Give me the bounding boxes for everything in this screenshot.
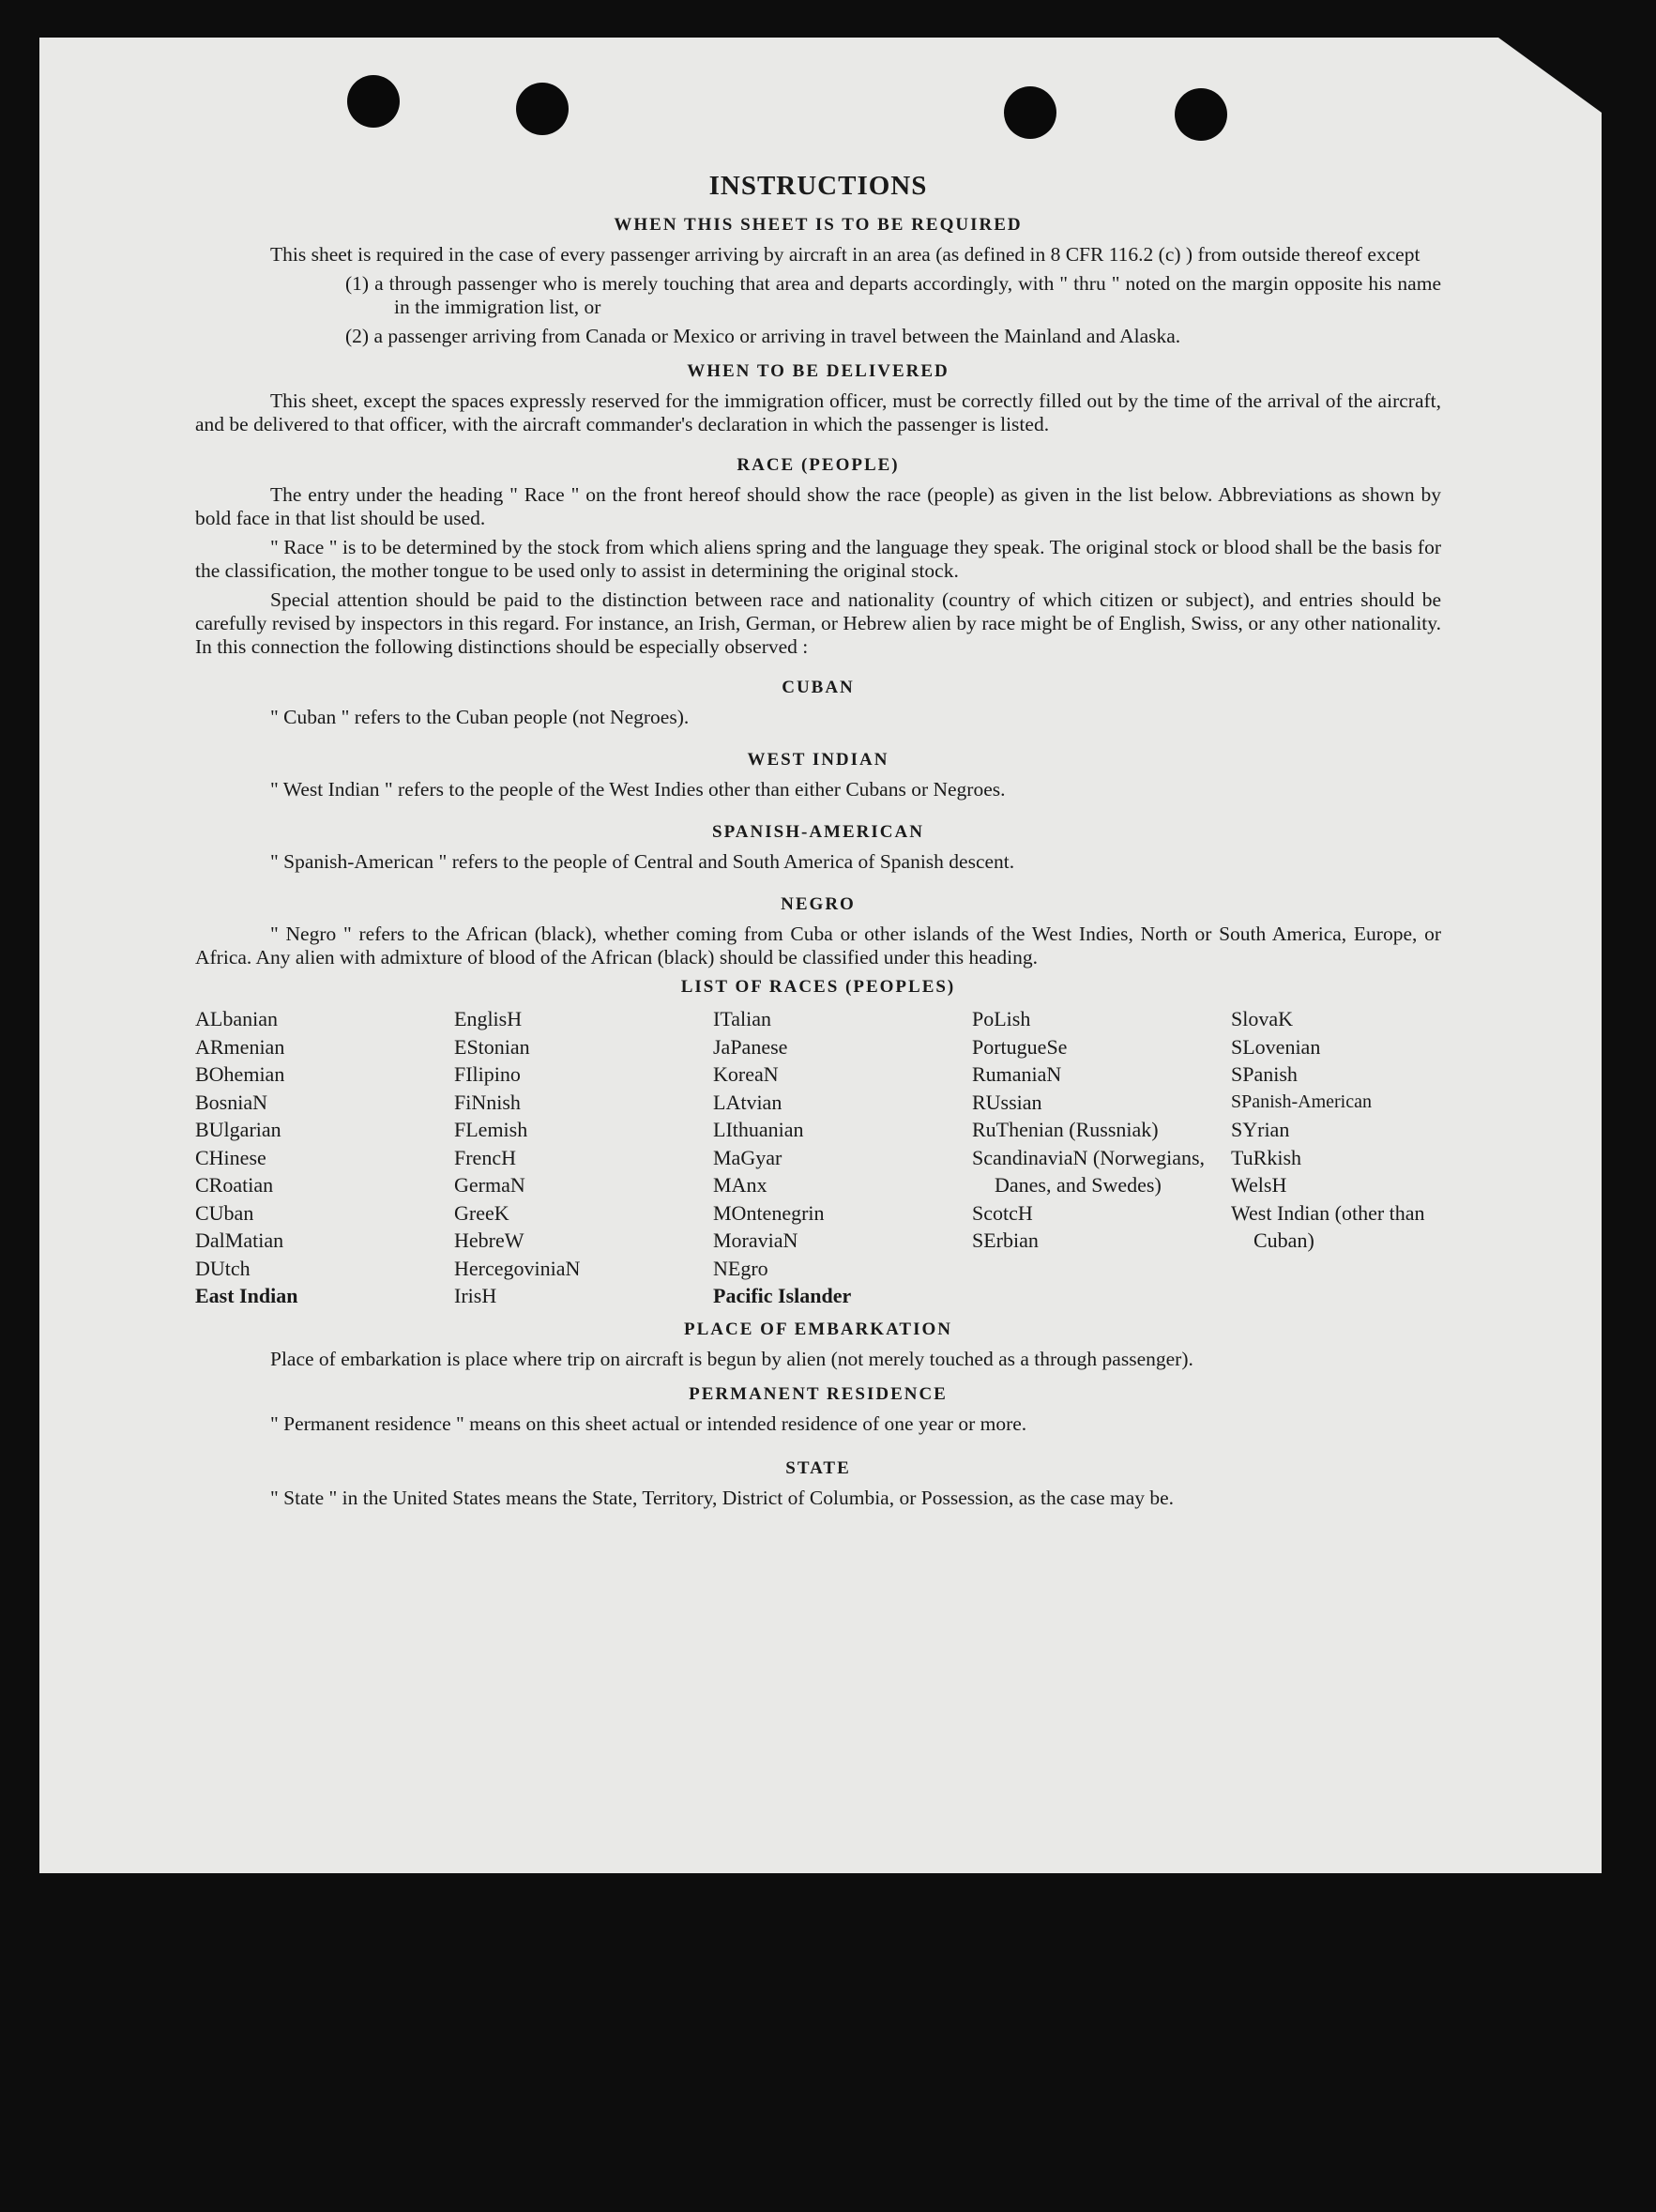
paragraph: Special attention should be paid to the distinction between race and nationality (country of which citizen or subject), and entries should be carefully revised by inspectors in this regard. For instance, an Irish, German, or Hebrew alien by race might be of English, Swiss, or any other nationality. In this connection the following distinctions should be especially observed : bbox=[195, 588, 1441, 658]
race-item: CUban bbox=[195, 1200, 254, 1225]
race-item: MAnx bbox=[713, 1173, 767, 1197]
race-item: ALbanian bbox=[195, 1007, 278, 1030]
race-item: FIlipino bbox=[454, 1062, 521, 1086]
race-item: DUtch bbox=[195, 1256, 251, 1280]
race-item: West Indian (other than Cuban) bbox=[1231, 1200, 1425, 1252]
race-item: LAtvian bbox=[713, 1090, 782, 1114]
races-list bbox=[195, 1005, 1441, 1310]
race-item: ARmenian bbox=[195, 1034, 285, 1059]
race-item: BOhemian bbox=[195, 1062, 285, 1086]
race-item: FiNnish bbox=[454, 1090, 521, 1114]
race-item: LIthuanian bbox=[713, 1118, 804, 1141]
race-item: GermaN bbox=[454, 1173, 525, 1197]
race-item: East Indian bbox=[195, 1284, 298, 1307]
race-item: NEgro bbox=[713, 1256, 768, 1280]
race-item: JaPanese bbox=[713, 1034, 788, 1059]
section-heading: LIST OF RACES (PEOPLES) bbox=[680, 977, 956, 997]
race-item: ITalian bbox=[713, 1007, 771, 1030]
punch-hole bbox=[1004, 86, 1056, 139]
section-heading: WEST INDIAN bbox=[747, 750, 889, 770]
section-heading: STATE bbox=[785, 1457, 851, 1478]
race-item: WelsH bbox=[1231, 1173, 1287, 1197]
race-item: SlovaK bbox=[1231, 1007, 1293, 1030]
race-item: RumaniaN bbox=[972, 1062, 1062, 1086]
race-item: SPanish-American bbox=[1231, 1091, 1372, 1112]
race-item: FrencH bbox=[454, 1145, 516, 1169]
paragraph: " Negro " refers to the African (black), whether coming from Cuba or other islands of the West Indies, North or South America, Europe, or Africa. Any alien with admixture of blood of the African (black) should be classified under this heading. bbox=[195, 923, 1441, 969]
race-item: RuThenian (Russniak) bbox=[972, 1118, 1159, 1141]
race-item: PortugueSe bbox=[972, 1034, 1068, 1059]
race-item: Pacific Islander bbox=[713, 1284, 852, 1307]
race-item: BUlgarian bbox=[195, 1118, 281, 1141]
race-item: KoreaN bbox=[713, 1062, 779, 1086]
races-column bbox=[1231, 1005, 1441, 1310]
paragraph: " Spanish-American " refers to the people of Central and South America of Spanish descent. bbox=[270, 850, 1015, 873]
race-item: SPanish bbox=[1231, 1062, 1298, 1086]
section-heading: CUBAN bbox=[782, 678, 855, 697]
race-item: BosniaN bbox=[195, 1090, 267, 1114]
races-column bbox=[713, 1005, 972, 1310]
race-item: DalMatian bbox=[195, 1228, 284, 1252]
section-heading: WHEN THIS SHEET IS TO BE REQUIRED bbox=[614, 215, 1023, 235]
race-item: MOntenegrin bbox=[713, 1200, 825, 1225]
race-item: EStonian bbox=[454, 1034, 530, 1059]
race-item: HercegoviniaN bbox=[454, 1256, 581, 1280]
race-item: ScandinaviaN (Norwegians, Danes, and Swedes) bbox=[972, 1145, 1206, 1197]
section-heading: SPANISH-AMERICAN bbox=[712, 822, 924, 842]
paragraph: " Permanent residence " means on this sheet actual or intended residence of one year or more. bbox=[270, 1411, 1027, 1435]
race-item: ScotcH bbox=[972, 1200, 1033, 1225]
race-item: SErbian bbox=[972, 1228, 1039, 1252]
instructions-content bbox=[195, 160, 1441, 1516]
paragraph: This sheet is required in the case of every passenger arriving by aircraft in an area (as defined in 8 CFR 116.2 (c) ) from outside thereof except bbox=[270, 243, 1421, 266]
race-item: MoraviaN bbox=[713, 1228, 798, 1252]
race-item: GreeK bbox=[454, 1200, 509, 1225]
section-heading: PLACE OF EMBARKATION bbox=[684, 1319, 952, 1339]
race-item: IrisH bbox=[454, 1284, 497, 1307]
races-column bbox=[195, 1005, 454, 1310]
punch-hole bbox=[516, 83, 569, 135]
races-column bbox=[454, 1005, 713, 1310]
race-item: SLovenian bbox=[1231, 1034, 1321, 1059]
section-heading: WHEN TO BE DELIVERED bbox=[687, 361, 950, 381]
race-item: FLemish bbox=[454, 1118, 528, 1141]
paragraph: " West Indian " refers to the people of the West Indies other than either Cubans or Negroes. bbox=[270, 778, 1006, 801]
race-item: PoLish bbox=[972, 1007, 1031, 1030]
race-item: HebreW bbox=[454, 1228, 524, 1252]
punch-hole bbox=[347, 75, 400, 128]
paragraph: This sheet, except the spaces expressly reserved for the immigration officer, must be correctly filled out by the time of the arrival of the aircraft, and be delivered to that officer, with the aircraft commander's declaration in which the passenger is listed. bbox=[195, 389, 1441, 435]
punch-hole bbox=[1175, 88, 1227, 141]
paragraph: " State " in the United States means the State, Territory, District of Columbia, or Possession, as the case may be. bbox=[270, 1486, 1175, 1509]
paragraph: Place of embarkation is place where trip on aircraft is begun by alien (not merely touched as a through passenger). bbox=[270, 1347, 1193, 1370]
list-item: (2) a passenger arriving from Canada or Mexico or arriving in travel between the Mainland and Alaska. bbox=[345, 325, 1181, 347]
list-item: (1) a through passenger who is merely touching that area and departs accordingly, with " thru " noted on the margin opposite his name in the immigration list, or bbox=[345, 272, 1441, 318]
race-item: CHinese bbox=[195, 1145, 266, 1169]
race-item: MaGyar bbox=[713, 1145, 782, 1169]
race-item: SYrian bbox=[1231, 1118, 1290, 1141]
race-item: CRoatian bbox=[195, 1173, 274, 1197]
paragraph: " Cuban " refers to the Cuban people (not Negroes). bbox=[270, 706, 690, 728]
section-heading: NEGRO bbox=[781, 894, 856, 914]
race-item: EnglisH bbox=[454, 1007, 523, 1030]
section-heading: PERMANENT RESIDENCE bbox=[689, 1383, 948, 1404]
race-item: TuRkish bbox=[1231, 1145, 1302, 1169]
section-heading: RACE (PEOPLE) bbox=[737, 455, 900, 475]
paragraph: " Race " is to be determined by the stock from which aliens spring and the language they speak. The original stock or blood shall be the basis for the classification, the mother tongue to be used only to assist in determining the original stock. bbox=[195, 536, 1441, 582]
race-item: RUssian bbox=[972, 1090, 1042, 1114]
page-title: INSTRUCTIONS bbox=[708, 171, 928, 201]
races-column bbox=[972, 1005, 1231, 1310]
paragraph: The entry under the heading " Race " on the front hereof should show the race (people) as given in the list below. Abbreviations as shown by bold face in that list should be used. bbox=[195, 483, 1441, 529]
